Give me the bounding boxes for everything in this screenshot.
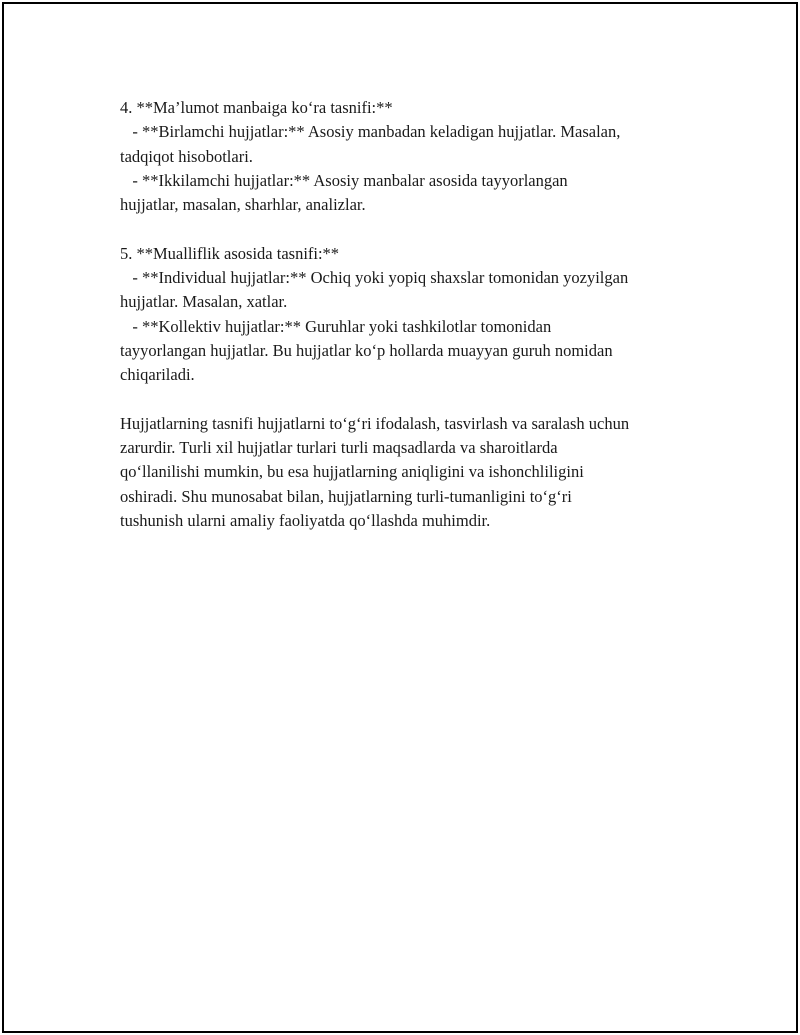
section-4-item-1-text-cont: tadqiqot hisobotlari. <box>120 146 253 166</box>
conclusion-line-2: zarurdir. Turli xil hujjatlar turlari turli maqsadlarda va sharoitlarda <box>120 438 558 458</box>
section-4-item-2-text-cont: hujjatlar, masalan, sharhlar, analizlar. <box>120 195 366 215</box>
paragraph-spacer <box>120 388 720 412</box>
section-5-item-1-text: - **Individual hujjatlar:** Ochiq yoki yopiq shaxslar tomonidan yozyilgan <box>120 268 629 288</box>
section-5-item-2-text-cont-2: chiqariladi. <box>120 365 195 385</box>
section-4-item-1-text: - **Birlamchi hujjatlar:** Asosiy manbadan keladigan hujjatlar. Masalan, <box>120 122 621 142</box>
section-5-item-2-text-cont: tayyorlangan hujjatlar. Bu hujjatlar ko‘p hollarda muayyan guruh nomidan <box>120 340 613 360</box>
section-4-item-2-text: - **Ikkilamchi hujjatlar:** Asosiy manbalar asosida tayyorlangan <box>120 170 568 190</box>
paragraph-spacer <box>120 217 720 241</box>
section-5-item-2-text: - **Kollektiv hujjatlar:** Guruhlar yoki tashkilotlar tomonidan <box>120 316 552 336</box>
conclusion-line-3: qo‘llanilishi mumkin, bu esa hujjatlarning aniqligini va ishonchliligini <box>120 462 584 482</box>
document-body <box>120 96 720 533</box>
conclusion-line-1: Hujjatlarning tasnifi hujjatlarni to‘g‘ri ifodalash, tasvirlash va saralash uchun <box>120 413 630 433</box>
section-5-heading: 5. **Mualliflik asosida tasnifi:** <box>120 243 340 263</box>
document-page <box>2 2 798 1033</box>
conclusion-line-5: tushunish ularni amaliy faoliyatda qo‘llashda muhimdir. <box>120 511 491 531</box>
section-5-item-1-text-cont: hujjatlar. Masalan, xatlar. <box>120 292 288 312</box>
conclusion-line-4: oshiradi. Shu munosabat bilan, hujjatlarning turli-tumanligini to‘g‘ri <box>120 486 572 506</box>
section-4-heading: 4. **Ma’lumot manbaiga ko‘ra tasnifi:** <box>120 98 393 117</box>
